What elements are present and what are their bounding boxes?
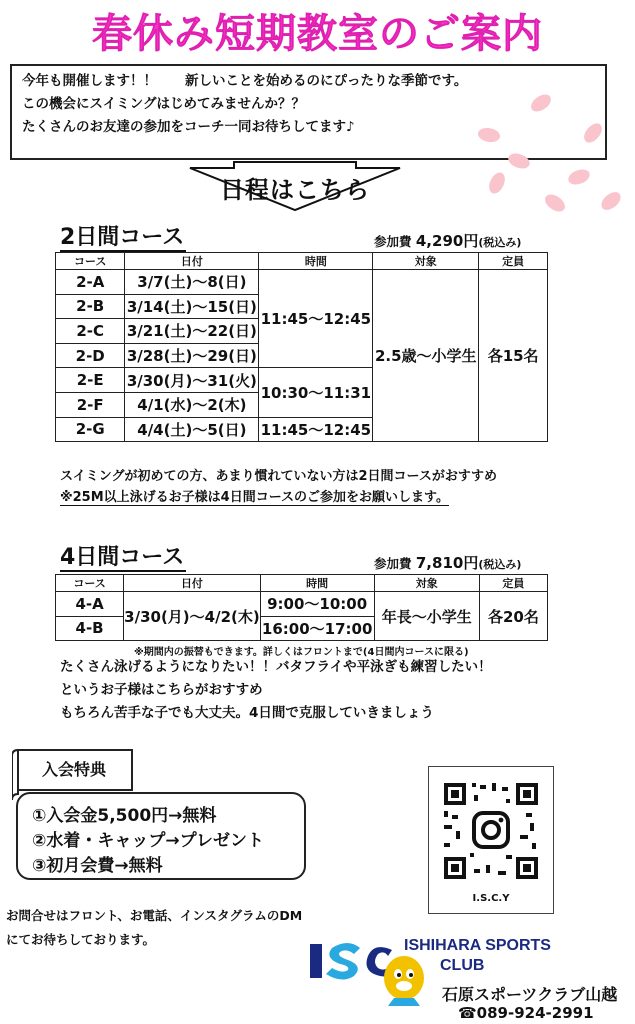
recommend-line-2: というお子様はこちらがおすすめ	[60, 682, 263, 698]
course-target: 2.5歳～小学生	[373, 270, 479, 442]
benefit-item: ③初月会費→無料	[32, 856, 163, 876]
schedule-label: 日程はこちら	[220, 176, 370, 204]
header-date: 日付	[125, 253, 259, 270]
course-time: 11:45～12:45	[259, 270, 373, 368]
logo-line-2: CLUB	[440, 957, 485, 974]
header-course: コース	[56, 575, 124, 592]
header-capacity: 定員	[479, 575, 547, 592]
course4-title: 4日間コース	[60, 545, 185, 570]
course4-table	[55, 574, 548, 641]
course-capacity: 各20名	[479, 592, 547, 641]
course-code: 2-D	[56, 343, 125, 368]
benefit-item: ①入会金5,500円→無料	[32, 806, 217, 826]
header-time: 時間	[260, 575, 374, 592]
petal-decoration	[567, 168, 591, 186]
course-code: 2-C	[56, 319, 125, 344]
intro-box	[10, 64, 607, 160]
course-date: 3/21(土)～22(日)	[125, 319, 259, 344]
course-time: 11:45～12:45	[259, 417, 373, 442]
logo-line-1: ISHIHARA SPORTS	[404, 937, 551, 954]
course-code: 2-G	[56, 417, 125, 442]
note-beginner: スイミングが初めての方、あまり慣れていない方は2日間コースがおすすめ	[60, 469, 498, 484]
course-time: 9:00～10:00	[260, 592, 374, 617]
recommend-line-3: もちろん苦手な子でも大丈夫。4日間で克服していきましょう	[60, 705, 434, 721]
page-title: 春休み短期教室のご案内	[92, 11, 543, 57]
course-code: 2-F	[56, 392, 125, 417]
transfer-note: ※期間内の振替もできます。詳しくはフロントまで(4日間内コースに限る)	[134, 647, 469, 658]
benefit-item: ②水着・キャップ→プレゼント	[32, 831, 264, 851]
course2-fee: 参加費 4,290円(税込み)	[374, 232, 522, 250]
table-row	[56, 270, 548, 295]
course-code: 2-A	[56, 270, 125, 295]
course-code: 4-A	[56, 592, 124, 617]
course-date: 3/30(月)～31(火)	[125, 368, 259, 393]
petal-decoration	[485, 170, 509, 196]
table-header-row	[56, 253, 548, 270]
course-date: 3/14(土)～15(日)	[125, 294, 259, 319]
intro-line-2: この機会にスイミングはじめてみませんか？？	[22, 96, 305, 112]
course-date: 4/1(水)～2(木)	[125, 392, 259, 417]
course2-title: 2日間コース	[60, 225, 185, 250]
intro-line-1: 今年も開催します！！ 新しいことを始めるのにぴったりな季節です。	[22, 73, 468, 89]
course2-table	[55, 252, 548, 442]
recommend-line-1: たくさん泳げるようになりたい！！バタフライや平泳ぎも練習したい！	[60, 659, 492, 675]
course-date: 4/4(土)～5(日)	[125, 417, 259, 442]
course-date: 3/7(土)～8(日)	[125, 270, 259, 295]
intro-line-3: たくさんのお友達の参加をコーチ一同お待ちしてます♪	[22, 119, 355, 135]
qr-caption: I.S.C.Y	[472, 893, 510, 904]
club-name: 石原スポーツクラブ山越	[442, 985, 618, 1004]
course-code: 2-E	[56, 368, 125, 393]
course-code: 2-B	[56, 294, 125, 319]
qr-code-box[interactable]	[428, 766, 554, 914]
header-capacity: 定員	[479, 253, 548, 270]
phone-number[interactable]: ☎089-924-2991	[458, 1004, 594, 1022]
benefits-title: 入会特典	[41, 760, 106, 779]
course-target: 年長～小学生	[374, 592, 479, 641]
contact-line-1: お問合せはフロント、お電話、インスタグラムのDM	[6, 908, 303, 923]
course-time: 10:30～11:31	[259, 368, 373, 417]
course-date: 3/30(月)～4/2(木)	[124, 592, 261, 641]
petal-decoration	[542, 190, 567, 215]
contact-line-2: にてお待ちしております。	[6, 932, 156, 947]
course-code: 4-B	[56, 616, 124, 641]
course4-fee: 参加費 7,810円(税込み)	[374, 554, 522, 572]
petal-decoration	[598, 189, 624, 212]
header-course: コース	[56, 253, 125, 270]
header-date: 日付	[124, 575, 261, 592]
header-target: 対象	[374, 575, 479, 592]
course-capacity: 各15名	[479, 270, 548, 442]
course-time: 16:00～17:00	[260, 616, 374, 641]
table-row	[56, 592, 548, 617]
header-time: 時間	[259, 253, 373, 270]
benefits-box	[16, 792, 306, 880]
table-header-row	[56, 575, 548, 592]
note-25m: ※25M以上泳げるお子様は4日間コースのご参加をお願いします。	[60, 490, 450, 505]
qr-code-icon	[430, 769, 552, 893]
course-date: 3/28(土)～29(日)	[125, 343, 259, 368]
header-target: 対象	[373, 253, 479, 270]
